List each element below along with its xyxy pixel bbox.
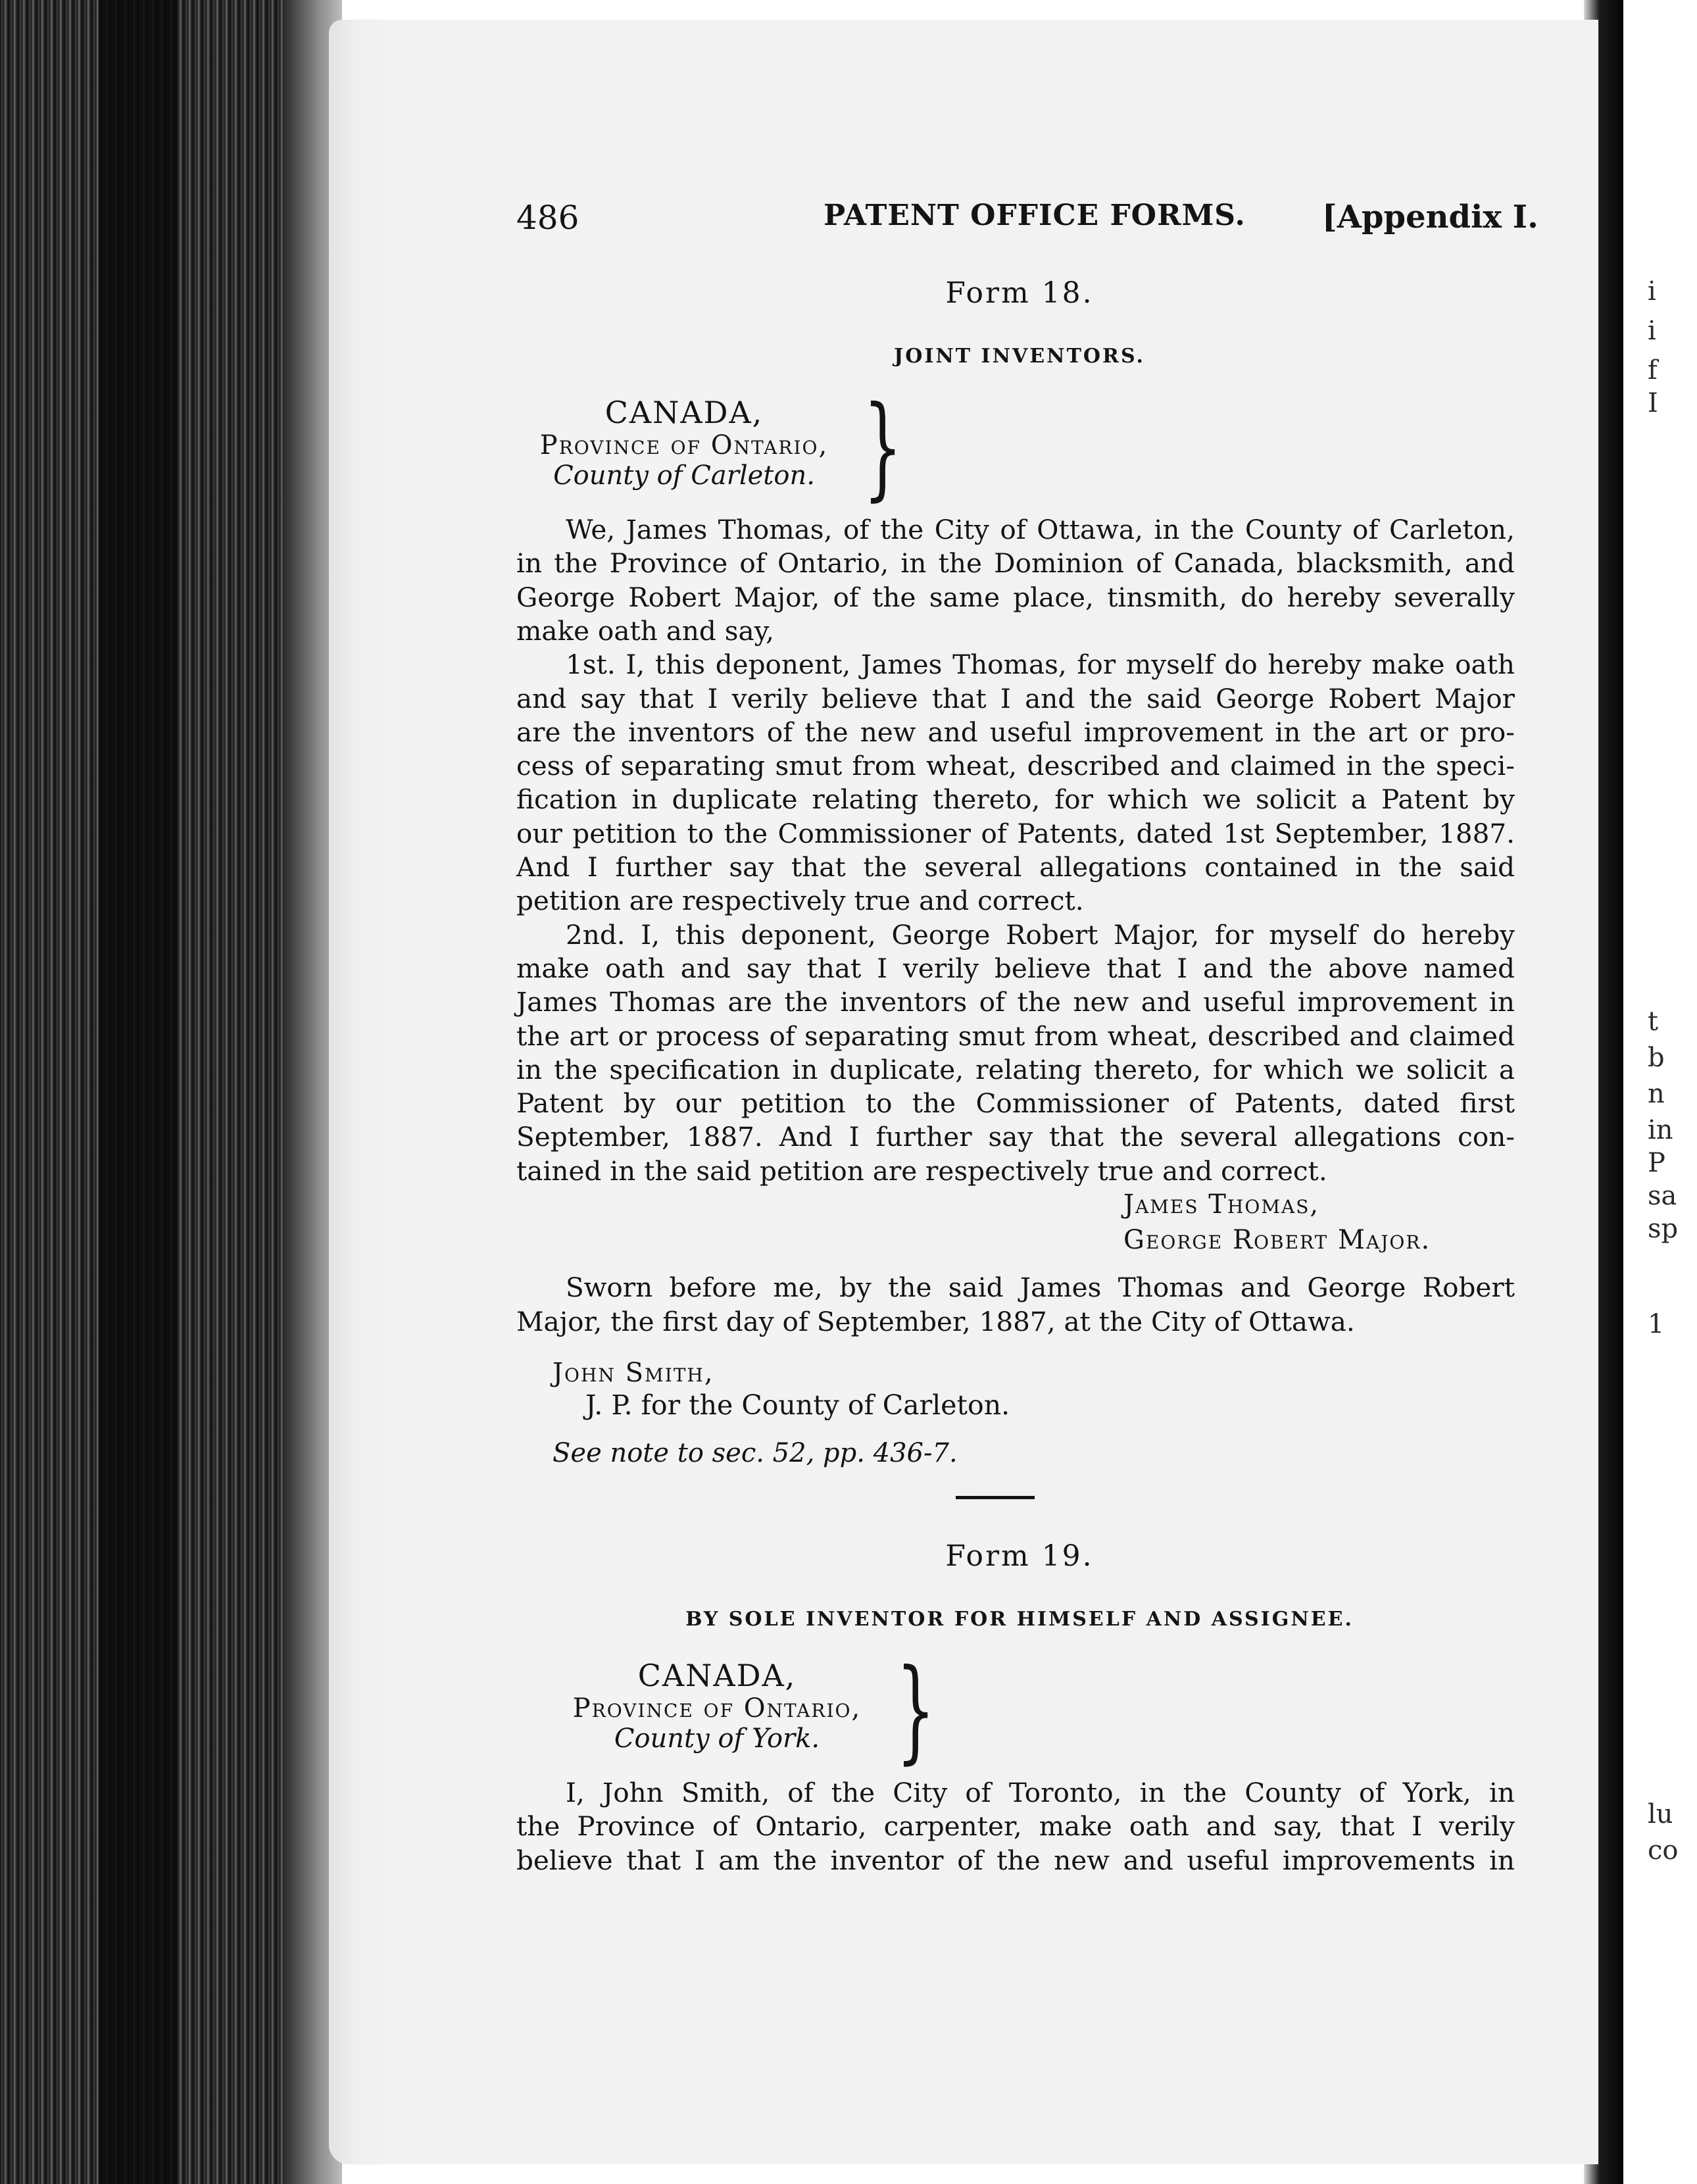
form18-line: 2nd. I, this deponent, George Robert Major, for myself do hereby — [566, 918, 1515, 951]
facing-page-fragment: i — [1648, 276, 1656, 307]
sworn-line-1: Sworn before me, by the said James Thomas and George Robert — [566, 1272, 1515, 1303]
form19-subtitle: BY SOLE INVENTOR FOR HIMSELF AND ASSIGNEE. — [685, 1608, 1354, 1631]
facing-page-fragment: lu — [1648, 1799, 1673, 1829]
form18-line: in the specification in duplicate, relating thereto, for which we solicit a — [516, 1053, 1515, 1085]
form18-line: Patent by our petition to the Commissioner of Patents, dated first — [516, 1087, 1515, 1120]
book-edge-shadow — [99, 0, 178, 2184]
form18-line: in the Province of Ontario, in the Dominion of Canada, blacksmith, and — [516, 547, 1515, 580]
facing-page-fragment: co — [1648, 1835, 1679, 1866]
venue-province: Province of Ontario, — [539, 430, 829, 460]
signature-2: George Robert Major. — [1123, 1225, 1431, 1255]
facing-page-fragment: t — [1648, 1006, 1659, 1037]
form18-line: and say that I verily believe that I and the said George Robert Major — [516, 682, 1515, 714]
venue-country: CANADA, — [604, 395, 764, 430]
form18-line: And I further say that the several allegations contained in the said — [516, 851, 1515, 883]
venue-brace: } — [896, 1645, 935, 1775]
form18-line: George Robert Major, of the same place, tinsmith, do hereby severally — [516, 581, 1515, 613]
form18-line: make oath and say that I verily believe that I and the above named — [516, 952, 1515, 984]
facing-page-fragment: i — [1648, 316, 1656, 346]
venue-county: County of York. — [614, 1724, 820, 1754]
facing-page-fragment: P — [1648, 1148, 1665, 1178]
justice-title: J. P. for the County of Carleton. — [585, 1389, 1010, 1421]
venue-brace: } — [863, 382, 902, 512]
form18-line: petition are respectively true and correct. — [516, 885, 1084, 917]
page-number: 486 — [516, 199, 579, 237]
form18-line: James Thomas are the inventors of the new and useful improvement in — [516, 986, 1515, 1018]
form18-venue — [513, 395, 855, 491]
form19-line: the Province of Ontario, carpenter, make oath and say, that I verily — [516, 1810, 1515, 1843]
form18-line: 1st. I, this deponent, James Thomas, for myself do hereby make oath — [566, 649, 1515, 681]
form18-title: Form 18. — [945, 276, 1094, 310]
facing-page-fragment: n — [1648, 1079, 1665, 1109]
sworn-line-2: Major, the first day of September, 1887, at the City of Ottawa. — [516, 1306, 1355, 1337]
venue-county: County of Carleton. — [553, 460, 815, 491]
form18-line: September, 1887. And I further say that the several allegations con- — [516, 1121, 1515, 1153]
form19-venue — [546, 1658, 888, 1754]
form19-title: Form 19. — [945, 1539, 1094, 1573]
justice-name: John Smith, — [553, 1358, 714, 1388]
section-divider — [956, 1496, 1035, 1499]
facing-page-fragment: sa — [1648, 1181, 1677, 1211]
form18-line: fication in duplicate relating thereto, for which we solicit a Patent by — [516, 783, 1515, 816]
form18-subtitle: JOINT INVENTORS. — [894, 345, 1145, 368]
facing-page-fragment: in — [1648, 1115, 1673, 1145]
facing-page-fragment: 1 — [1648, 1309, 1665, 1339]
appendix-label: [Appendix I. — [1322, 199, 1538, 236]
venue-province: Province of Ontario, — [572, 1693, 862, 1724]
venue-country: CANADA, — [637, 1658, 797, 1693]
form18-line: tained in the said petition are respectively true and correct. — [516, 1154, 1327, 1187]
facing-page-fragment: f — [1648, 355, 1658, 385]
facing-page-fragment: b — [1648, 1043, 1665, 1073]
form19-line: I, John Smith, of the City of Toronto, in the County of York, in — [566, 1777, 1515, 1808]
form18-line: the art or process of separating smut from wheat, described and claimed — [516, 1020, 1515, 1052]
form18-line: are the inventors of the new and useful improvement in the art or pro- — [516, 716, 1515, 748]
reference-note: See note to sec. 52, pp. 436-7. — [553, 1438, 958, 1468]
form18-line: cess of separating smut from wheat, described and claimed in the speci- — [516, 750, 1515, 782]
form18-line: our petition to the Commissioner of Patents, dated 1st September, 1887. — [516, 817, 1515, 849]
facing-page-fragment: sp — [1648, 1214, 1679, 1244]
signature-1: James Thomas, — [1123, 1189, 1320, 1220]
running-title: PATENT OFFICE FORMS. — [824, 199, 1246, 232]
form19-line: believe that I am the inventor of the new and useful improvements in — [516, 1844, 1515, 1876]
facing-page-fragment: I — [1648, 388, 1658, 418]
form18-line: make oath and say, — [516, 614, 775, 647]
form18-line: We, James Thomas, of the City of Ottawa, in the County of Carleton, — [566, 514, 1515, 545]
